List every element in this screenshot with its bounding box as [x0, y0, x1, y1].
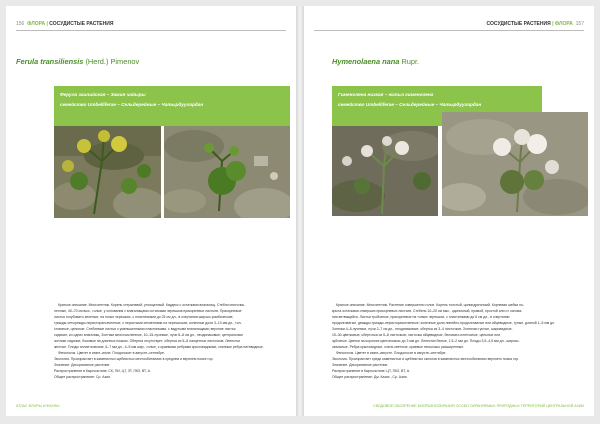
- left-family: семейство Umbelliferae – Сельдерейные – Чатырдуулардан: [60, 102, 204, 107]
- right-desc-line: Значение. Декоративное растение.: [332, 363, 389, 367]
- right-page-number: 157: [575, 21, 584, 27]
- left-description: [54, 302, 290, 380]
- right-footer: СВОДОВОЕ ОБОЗРЕНИЕ БИОРАЗНООБРАЗИЯ ОСОБО ОХРАНЯЕМЫХ ПРИРОДНЫХ ТЕРРИТОРИЙ ЦЕНТРАЛЬНОЙ АЗИИ: [373, 404, 584, 408]
- left-title-band: [54, 86, 290, 126]
- right-desc-line: 15–30-цветковые; оберточка из 5–8 листочков; листочки яйцевидные, беловато-пленчатые, цельные или: [332, 333, 501, 337]
- right-species-author: Rupr.: [401, 57, 420, 66]
- right-subsection-label: СОСУДИСТЫЕ РАСТЕНИЯ: [486, 21, 551, 27]
- left-desc-line: Значение. Декоративное растение.: [54, 363, 111, 367]
- right-desc-line: ния ветвящийся. Листья тройчатые, прикорневые на тонких черешках, с пластинками до 6 см дл., в очертании: [332, 315, 510, 319]
- right-desc-line: Зонтики 4–8-лучевые, лучи 2–7 см дл., неодинаковые; обертка из 3–4 листочков. Зонтички густые, шаровидные,: [332, 327, 513, 331]
- right-desc-line: зубчатые. Цветки на коротких цветоножках до 3 мм дл. Лепестки белые, 1,5–2 мм дл. Плоды 3,5–4,5 мм дл., широко-: [332, 339, 520, 343]
- left-desc-line: трижды-четырежды-перисторассеченные, с перистыми сегментами на черешочках; конечные доли 3–10 мм дл., тол-: [54, 321, 242, 325]
- right-desc-line: Распространение в Кыргызстане: ЦТ, ПКЗ, ВТ, А.: [332, 369, 410, 373]
- right-desc-line: Экология. Произрастает среди каменистых и щебнистых склонов в каменистых местообитаниях верхнего пояса гор.: [332, 357, 519, 361]
- left-species-author: (Herd.) Pimenov: [85, 57, 140, 66]
- right-desc-line: овальные. Ребра крыловидные, очень светлые, краевые несколько расширенные.: [332, 345, 465, 349]
- left-species-name: [16, 57, 139, 66]
- right-family: семейство Umbelliferae – Сельдерейные – Чатырдуулардан: [338, 102, 482, 107]
- right-desc-line: Фенология. Цветет в июне–августе. Плодоносит в августе–сентябре.: [336, 351, 447, 355]
- book-spine: [296, 6, 304, 416]
- left-section-label: ФЛОРА: [27, 21, 46, 27]
- right-common-name: Гименолена низкая – жапыз гименолена: [338, 92, 434, 97]
- left-desc-line: ленные, 40–70 см выс., голые, у основания с влагалищами остатками черешков прикорневых листьев. Прикорневые: [54, 309, 242, 313]
- left-photo-1: [54, 126, 161, 218]
- left-desc-line: желтые. Плоды эллиптические, 6–7 мм дл., 4–5 мм шир., голые, с краевыми ребрами крыловидными, спинные ребра нитевидные.: [54, 345, 264, 349]
- left-subsection-label: СОСУДИСТЫЕ РАСТЕНИЯ: [49, 21, 114, 27]
- left-page: [6, 6, 296, 416]
- right-header-rule: [314, 30, 584, 31]
- left-desc-line: Экология. Произрастает в каменистых щебнистых местообитаниях в среднем и верхнем поясе гор.: [54, 357, 214, 361]
- right-desc-line: крыта остатками отмерших прикорневых листьев. Стебель 10–20 см выс., одиночный, прямой, простой или от основа-: [332, 309, 523, 313]
- left-species-latin: Ferula transiliensis: [16, 57, 84, 66]
- right-page-header: СОСУДИСТЫЕ РАСТЕНИЯ | ФЛОРА 157: [486, 21, 584, 27]
- left-desc-line: Краткое описание. Многолетник. Корень стержневой, утолщенный. Каудекс с остатками влагалищ. Стебли многочис-: [58, 303, 246, 307]
- left-footer: АТЛАС ФЛОРЫ И ФАУНЫ: [16, 404, 60, 408]
- left-desc-line: листья голубовато-зеленые, на голых черешках, с пластинками до 25 см дл., в очертании широко-ромбические,: [54, 315, 234, 319]
- right-page: [304, 6, 594, 416]
- left-desc-line: Фенология. Цветет в июне–июле. Плодоносит в августе–сентябре.: [58, 351, 165, 355]
- right-section-label: ФЛОРА: [554, 21, 573, 27]
- left-desc-line: сидячие, из одних влагалищ. Зонтики многочисленные, 10–15-лучевые, лучи 6–8 см дл., неодинаковые; центральные: [54, 333, 244, 337]
- left-common-name: Ферула заилийская – Замия чайыры: [60, 92, 146, 97]
- right-photo-1: [332, 126, 438, 216]
- left-page-number: 156: [16, 21, 25, 27]
- left-desc-line: Общее распространение: Ср. Азия.: [54, 375, 111, 379]
- left-desc-line: стоватые, цельные. Стеблевые листья с уменьшенными пластинками, с вздутыми влагалищами; верхние листья: [54, 327, 236, 331]
- right-species-name: [332, 57, 419, 66]
- left-page-header: 156 ФЛОРА | СОСУДИСТЫЕ РАСТЕНИЯ: [16, 21, 114, 27]
- left-header-rule: [16, 30, 286, 31]
- left-desc-line: зонтики сидячие, боковые на длинных ножках. Обертка отсутствует; обертка из 5–8 ланцетных листочков. Лепестки: [54, 339, 240, 343]
- right-description: [332, 302, 588, 380]
- right-desc-line: продолговатые, дважды-трижды-перисторассеченные; конечные доли линейно-продолговатые или яйцевидные, тупые, длиной 1–5 мм дл.: [332, 321, 556, 325]
- left-desc-line: Распространение в Кыргызстане: СК, ПИ, ЦТ, ЗТ, ПКЗ, ВТ, А.: [54, 369, 151, 373]
- right-desc-line: Краткое описание. Многолетник. Растение совершенно голое. Корень толстый, цилиндрический. Корневая шейка по-: [336, 303, 524, 307]
- right-desc-line: Общее распространение: Дж. Казах., Ср. Азия.: [332, 375, 408, 379]
- left-photo-2: [164, 126, 290, 218]
- right-species-latin: Hymenolaena nana: [332, 57, 400, 66]
- right-photo-2: [442, 112, 588, 216]
